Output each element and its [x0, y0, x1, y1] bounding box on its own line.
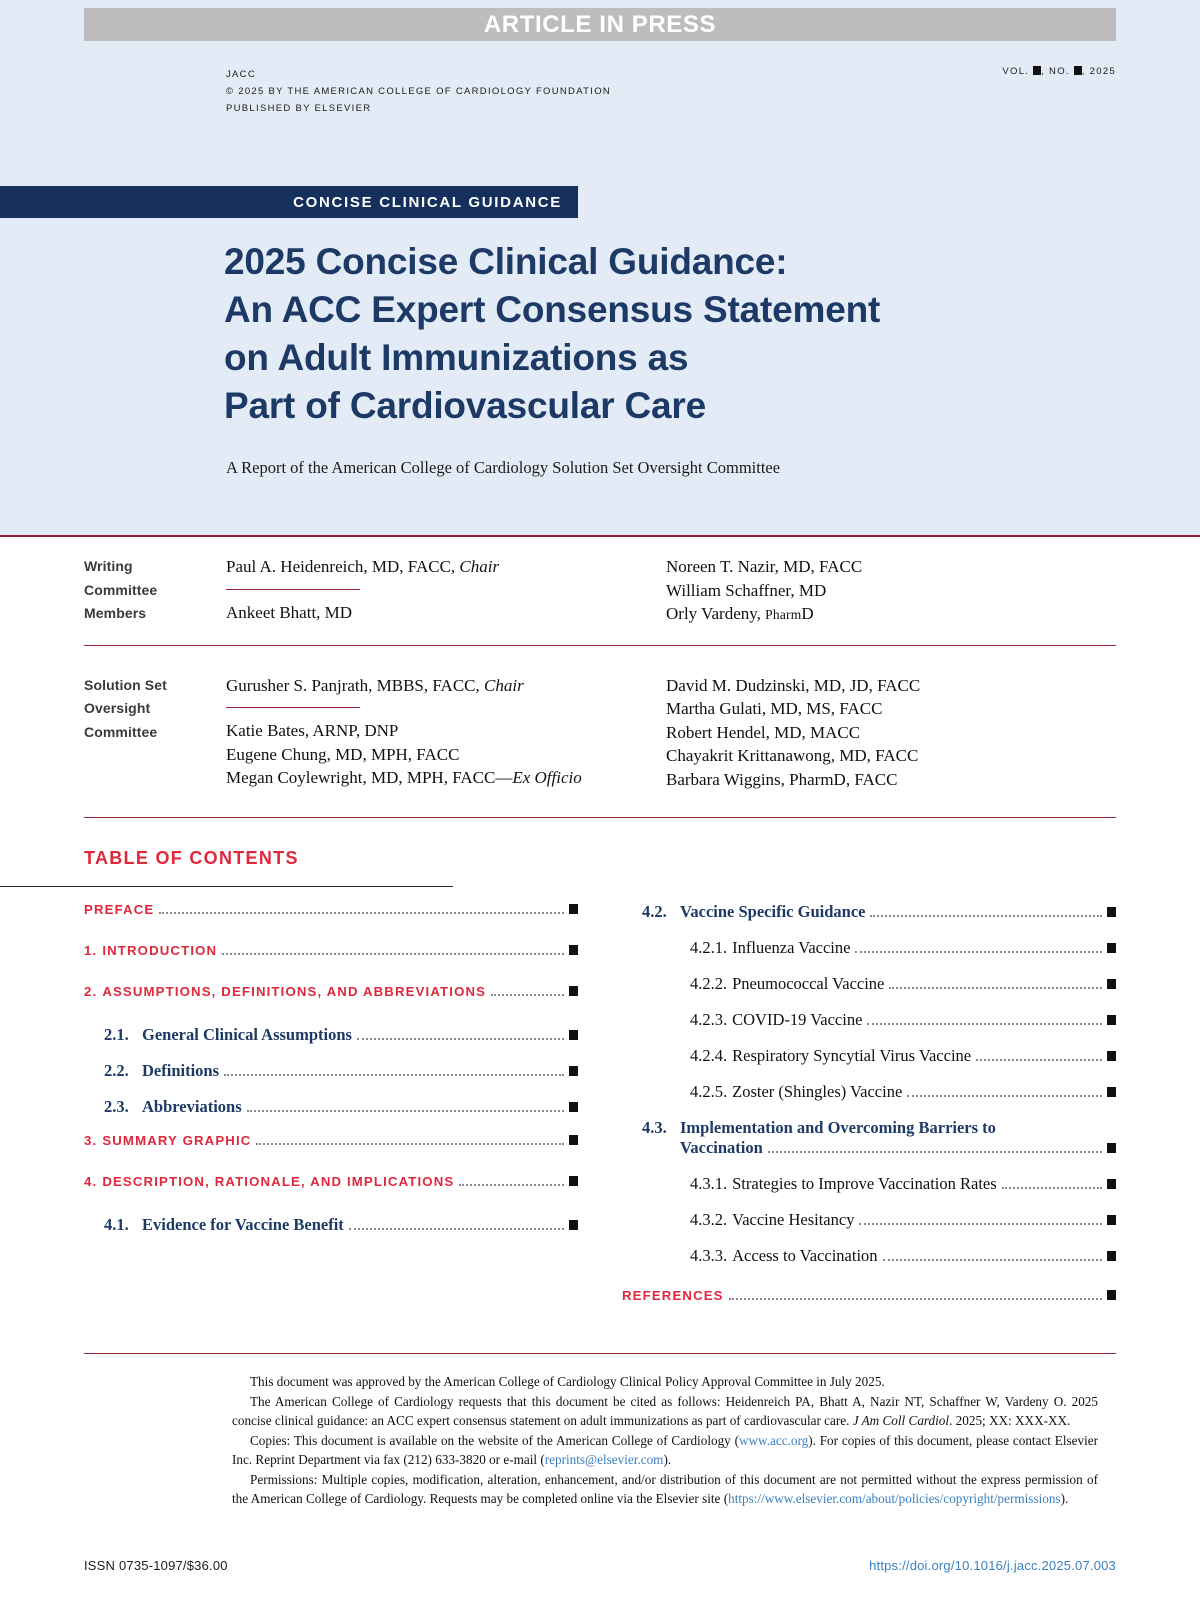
footnote-approval: This document was approved by the American College of Cardiology Clinical Policy Approval Committee in July 2025.	[250, 1374, 885, 1389]
writing-committee-label-line-2: Committee	[84, 581, 158, 598]
toc-entry-level-2[interactable]	[622, 1118, 1116, 1158]
toc-entry-label: SUMMARY GRAPHIC	[102, 1133, 252, 1148]
member-degree-smallcaps: Pharm	[765, 607, 802, 622]
toc-leader-dots	[976, 1059, 1102, 1061]
toc-entry-label: INTRODUCTION	[102, 943, 218, 958]
reprints-email-link[interactable]: reprints@elsevier.com	[544, 1452, 664, 1467]
toc-entry-label: Abbreviations	[142, 1097, 242, 1116]
copies-post: ).	[663, 1452, 672, 1467]
toc-leader-dots	[459, 1184, 564, 1186]
toc-entry-text	[690, 1174, 997, 1194]
toc-leader-dots	[491, 994, 564, 996]
toc-entry-text	[622, 1288, 724, 1303]
toc-entry-label: DESCRIPTION, RATIONALE, AND IMPLICATIONS	[102, 1174, 455, 1189]
toc-page-placeholder-block-icon	[569, 1176, 578, 1186]
toc-page-placeholder-block-icon	[569, 1102, 578, 1112]
toc-entry-text	[690, 938, 850, 958]
toc-page-placeholder-block-icon	[569, 1030, 578, 1040]
toc-entry-level-3[interactable]	[622, 1010, 1116, 1030]
citation-pre: The American College of Cardiology requests that this document be cited as follows: Heidenreich PA, Bhatt A, Nazir NT, Schaffner W, Vardeny O. 2025 concise clinical guidance: an ACC expert consensus statement on adult immunizations as part of cardiovascular care.	[232, 1393, 1098, 1428]
oversight-committee-member: David M. Dudzinski, MD, JD, FACC	[666, 675, 921, 695]
writing-committee-label	[84, 555, 226, 627]
toc-leader-dots	[349, 1228, 564, 1230]
toc-entry-number: 4.2.2.	[690, 974, 728, 993]
copies-pre: Copies: This document is available on the website of the American College of Cardiology (	[250, 1432, 739, 1448]
oversight-committee-member	[226, 766, 666, 790]
toc-entry-number: 4.3.	[642, 1118, 667, 1137]
toc-page-placeholder-block-icon	[1107, 1290, 1116, 1300]
toc-page-placeholder-block-icon	[1107, 1143, 1116, 1153]
toc-page-placeholder-block-icon	[1107, 1251, 1116, 1261]
toc-page-placeholder-block-icon	[569, 1066, 578, 1076]
toc-entry-label: Access to Vaccination	[732, 1246, 878, 1265]
toc-entry-label: Definitions	[142, 1061, 220, 1080]
copyright-line: © 2025 BY THE AMERICAN COLLEGE OF CARDIOLOGY FOUNDATION	[226, 86, 612, 97]
toc-entry-number: 4.2.4.	[690, 1046, 728, 1065]
masthead-left-block	[226, 66, 611, 117]
title-line-2: An ACC Expert Consensus Statement	[224, 289, 881, 330]
elsevier-permissions-link[interactable]: https://www.elsevier.com/about/policies/copyright/permissions	[728, 1491, 1061, 1506]
toc-leader-dots	[907, 1095, 1102, 1097]
permissions-post: ).	[1060, 1491, 1069, 1506]
doi-link[interactable]: https://doi.org/10.1016/j.jacc.2025.07.003	[869, 1558, 1116, 1573]
toc-entry-number: 2.3.	[104, 1097, 129, 1116]
toc-leader-dots	[159, 912, 564, 914]
volume-prefix: VOL.	[1002, 66, 1034, 77]
toc-page-placeholder-block-icon	[1107, 1179, 1116, 1189]
chair-name: Paul A. Heidenreich, MD, FACC,	[226, 557, 460, 576]
oversight-committee-group	[84, 646, 1116, 819]
footnote-text-block	[232, 1372, 1098, 1509]
title-line-3: on Adult Immunizations as	[224, 337, 689, 378]
toc-entry-label: ASSUMPTIONS, DEFINITIONS, AND ABBREVIATIONS	[102, 984, 487, 999]
acc-website-link[interactable]: www.acc.org	[738, 1432, 809, 1448]
toc-entry-label: Implementation and Overcoming Barriers to	[680, 1118, 996, 1137]
toc-leader-dots	[222, 953, 564, 955]
writing-committee-member: Ankeet Bhatt, MD	[226, 602, 353, 622]
toc-entry-level-3[interactable]	[622, 1046, 1116, 1066]
toc-entry-number: 4.3.3.	[690, 1246, 728, 1265]
toc-entry-number: 4.3.2.	[690, 1210, 728, 1229]
oversight-committee-member: Martha Gulati, MD, MS, FACC	[666, 699, 883, 718]
toc-entry-label: Zoster (Shingles) Vaccine	[732, 1082, 903, 1101]
publisher-line: PUBLISHED BY ELSEVIER	[226, 103, 372, 114]
article-in-press-banner	[84, 8, 1116, 41]
writing-committee-left-column	[226, 555, 666, 627]
writing-committee-label-line-1: Writing	[84, 558, 133, 574]
issue-placeholder-block-icon	[1074, 66, 1082, 75]
volume-placeholder-block-icon	[1033, 66, 1041, 75]
oversight-committee-chair	[226, 674, 666, 698]
toc-entry-text	[84, 1133, 251, 1148]
volume-issue-line	[1002, 66, 1116, 77]
toc-leader-dots	[729, 1298, 1102, 1300]
toc-entry-text	[104, 1025, 352, 1045]
writing-committee-member: Noreen T. Nazir, MD, FACC	[666, 557, 863, 576]
toc-entry-level-1[interactable]	[84, 943, 578, 959]
toc-entry-number: 4.2.	[642, 902, 667, 921]
toc-entry-level-2[interactable]	[84, 1097, 578, 1117]
oversight-chair-role: Chair	[484, 675, 524, 695]
volume-year: , 2025	[1081, 66, 1116, 77]
toc-page-placeholder-block-icon	[1107, 1215, 1116, 1225]
toc-page-placeholder-block-icon	[1107, 943, 1116, 953]
toc-leader-dots	[357, 1038, 564, 1040]
footnote-citation	[232, 1392, 1098, 1431]
oversight-committee-member: Eugene Chung, MD, MPH, FACC	[226, 744, 460, 764]
toc-page-placeholder-block-icon	[1107, 1015, 1116, 1025]
toc-entry-number: 2.	[84, 984, 98, 999]
footnote-copies	[232, 1431, 1098, 1470]
member-role: Ex Officio	[512, 768, 582, 787]
toc-entry-level-3[interactable]	[622, 1246, 1116, 1266]
toc-entry-number: 2.2.	[104, 1061, 129, 1080]
toc-entry-text	[690, 1046, 971, 1066]
toc-heading: TABLE OF CONTENTS	[84, 848, 299, 868]
toc-leader-dots	[256, 1143, 564, 1145]
toc-entry-level-3[interactable]	[622, 1082, 1116, 1102]
citation-post: . 2025; XX: XXX-XX.	[949, 1413, 1071, 1428]
toc-page-placeholder-block-icon	[569, 904, 578, 914]
toc-entry-text	[104, 1061, 219, 1081]
writing-committee-label-line-3: Members	[84, 605, 147, 621]
oversight-committee-member: Robert Hendel, MD, MACC	[666, 722, 861, 742]
oversight-committee-label-line-2: Oversight	[84, 700, 151, 716]
toc-entry-label: Strategies to Improve Vaccination Rates	[732, 1174, 997, 1193]
writing-committee-right-column	[666, 555, 1116, 627]
toc-page-placeholder-block-icon	[569, 1135, 578, 1145]
toc-leader-dots	[867, 1023, 1102, 1025]
title-line-4: Part of Cardiovascular Care	[224, 385, 706, 426]
toc-leader-dots	[870, 915, 1102, 917]
toc-leader-dots	[883, 1259, 1102, 1261]
toc-entry-text	[690, 1246, 878, 1266]
article-header-zone	[0, 0, 1200, 537]
toc-entry-text	[104, 1097, 242, 1117]
toc-left-column	[84, 902, 578, 1329]
oversight-committee-right-column	[666, 674, 1116, 792]
toc-entry-number: 4.2.5.	[690, 1082, 728, 1101]
toc-entry-label-continued: Vaccination	[680, 1138, 763, 1157]
page-footer-bar	[84, 1558, 1116, 1573]
toc-entry-number: 1.	[84, 943, 98, 958]
title-line-1: 2025 Concise Clinical Guidance:	[224, 241, 788, 282]
toc-entry-level-2[interactable]	[84, 1061, 578, 1081]
toc-leader-dots	[247, 1110, 564, 1112]
toc-entry-level-1[interactable]	[84, 1133, 578, 1149]
toc-entry-number: 4.3.1.	[690, 1174, 728, 1193]
toc-entry-number: 4.	[84, 1174, 98, 1189]
citation-journal: J Am Coll Cardiol	[852, 1413, 950, 1428]
toc-entry-label: Pneumococcal Vaccine	[732, 974, 885, 993]
toc-entry-text	[104, 1215, 344, 1235]
toc-entry-label: General Clinical Assumptions	[142, 1025, 352, 1044]
toc-entry-text	[690, 1010, 862, 1030]
toc-entry-text	[84, 902, 154, 917]
toc-entry-level-2[interactable]	[622, 902, 1116, 922]
toc-page-placeholder-block-icon	[569, 986, 578, 996]
toc-entry-number: 3.	[84, 1133, 98, 1148]
issn-label: ISSN 0735-1097/$36.00	[84, 1558, 228, 1573]
toc-entry-level-3[interactable]	[622, 938, 1116, 958]
toc-entry-level-1[interactable]	[622, 1288, 1116, 1304]
toc-leader-dots	[768, 1151, 1102, 1153]
committees-section	[0, 537, 1200, 818]
toc-entry-text	[84, 984, 486, 999]
toc-entry-text	[690, 974, 884, 994]
toc-leader-dots	[859, 1223, 1102, 1225]
toc-heading-rule	[0, 886, 453, 887]
permissions-pre: Permissions: Multiple copies, modification, alteration, enhancement, and/or distribution of this document are not permitted without the express permission of the American College of Cardiology. Requests may be completed online via the Elsevier site (	[232, 1471, 1098, 1506]
toc-entry-label: PREFACE	[84, 902, 155, 917]
oversight-chair-name: Gurusher S. Panjrath, MBBS, FACC,	[226, 675, 485, 695]
toc-entry-label: REFERENCES	[622, 1288, 724, 1303]
article-category-band	[0, 186, 578, 218]
toc-page-placeholder-block-icon	[1107, 979, 1116, 989]
copies-mid: ). For copies of this document, please contact Elsevier Inc. Reprint Department via fax (212) 633-3820 or e-mail (	[232, 1432, 1098, 1467]
article-in-press-label: ARTICLE IN PRESS	[483, 10, 717, 38]
toc-entry-label: Vaccine Specific Guidance	[680, 902, 866, 921]
member-name: Megan Coylewright, MD, MPH, FACC—	[226, 768, 513, 787]
toc-page-placeholder-block-icon	[1107, 1051, 1116, 1061]
chair-divider-rule	[226, 589, 360, 590]
toc-entry-text	[690, 1082, 902, 1102]
toc-page-placeholder-block-icon	[569, 1220, 578, 1230]
footnote-permissions	[232, 1470, 1098, 1509]
toc-entry-number: 4.1.	[104, 1215, 129, 1234]
toc-leader-dots	[224, 1074, 564, 1076]
oversight-committee-label-line-3: Committee	[84, 723, 158, 740]
writing-committee-chair	[226, 555, 666, 579]
toc-leader-dots	[855, 951, 1102, 953]
volume-separator: , NO.	[1041, 66, 1074, 77]
toc-entry-level-1[interactable]	[84, 1174, 578, 1190]
toc-entry-label: Evidence for Vaccine Benefit	[142, 1215, 344, 1234]
toc-entry-level-3[interactable]	[622, 974, 1116, 994]
toc-leader-dots	[889, 987, 1102, 989]
toc-entry-number: 4.2.1.	[690, 938, 728, 957]
toc-entry-text	[642, 902, 865, 922]
page-title	[224, 238, 1094, 430]
table-of-contents	[0, 848, 1200, 1329]
toc-entry-level-3[interactable]	[622, 1174, 1116, 1194]
journal-masthead	[226, 66, 1116, 117]
toc-columns	[84, 902, 1116, 1329]
chair-role: Chair	[459, 557, 500, 576]
toc-entry-label: COVID-19 Vaccine	[732, 1010, 863, 1029]
toc-entry-text	[84, 943, 217, 958]
member-name: Orly Vardeny,	[666, 604, 766, 623]
footnotes-section	[84, 1353, 1116, 1509]
oversight-committee-member: Chayakrit Krittanawong, MD, FACC	[666, 746, 919, 765]
toc-entry-label: Respiratory Syncytial Virus Vaccine	[732, 1046, 972, 1065]
oversight-committee-member: Barbara Wiggins, PharmD, FACC	[666, 769, 898, 789]
toc-leader-dots	[1002, 1187, 1102, 1189]
toc-entry-level-3[interactable]	[622, 1210, 1116, 1230]
page-subtitle: A Report of the American College of Cardiology Solution Set Oversight Committee	[226, 458, 781, 477]
oversight-committee-label	[84, 674, 226, 792]
oversight-committee-member: Katie Bates, ARNP, DNP	[226, 721, 399, 740]
article-category-label: CONCISE CLINICAL GUIDANCE	[293, 193, 562, 211]
toc-right-column	[622, 902, 1116, 1329]
toc-entry-number: 4.2.3.	[690, 1010, 728, 1029]
toc-entry-level-1[interactable]	[84, 984, 578, 1000]
chair-divider-rule	[226, 707, 360, 708]
toc-entry-text	[84, 1174, 454, 1189]
toc-entry-level-1[interactable]	[84, 902, 578, 918]
writing-committee-member: William Schaffner, MD	[666, 580, 827, 600]
member-degree-tail: D	[801, 604, 814, 623]
toc-entry-level-2[interactable]	[84, 1025, 578, 1045]
writing-committee-group	[84, 537, 1116, 646]
toc-entry-level-2[interactable]	[84, 1215, 578, 1235]
oversight-committee-left-column	[226, 674, 666, 792]
toc-entry-number: 2.1.	[104, 1025, 129, 1044]
oversight-committee-label-line-1: Solution Set	[84, 676, 167, 693]
journal-name: JACC	[226, 69, 257, 80]
toc-entry-text	[690, 1210, 854, 1230]
toc-page-placeholder-block-icon	[1107, 1087, 1116, 1097]
writing-committee-member	[666, 602, 1116, 627]
toc-entry-label: Influenza Vaccine	[732, 938, 851, 957]
toc-page-placeholder-block-icon	[569, 945, 578, 955]
toc-entry-label: Vaccine Hesitancy	[732, 1210, 855, 1229]
toc-page-placeholder-block-icon	[1107, 907, 1116, 917]
